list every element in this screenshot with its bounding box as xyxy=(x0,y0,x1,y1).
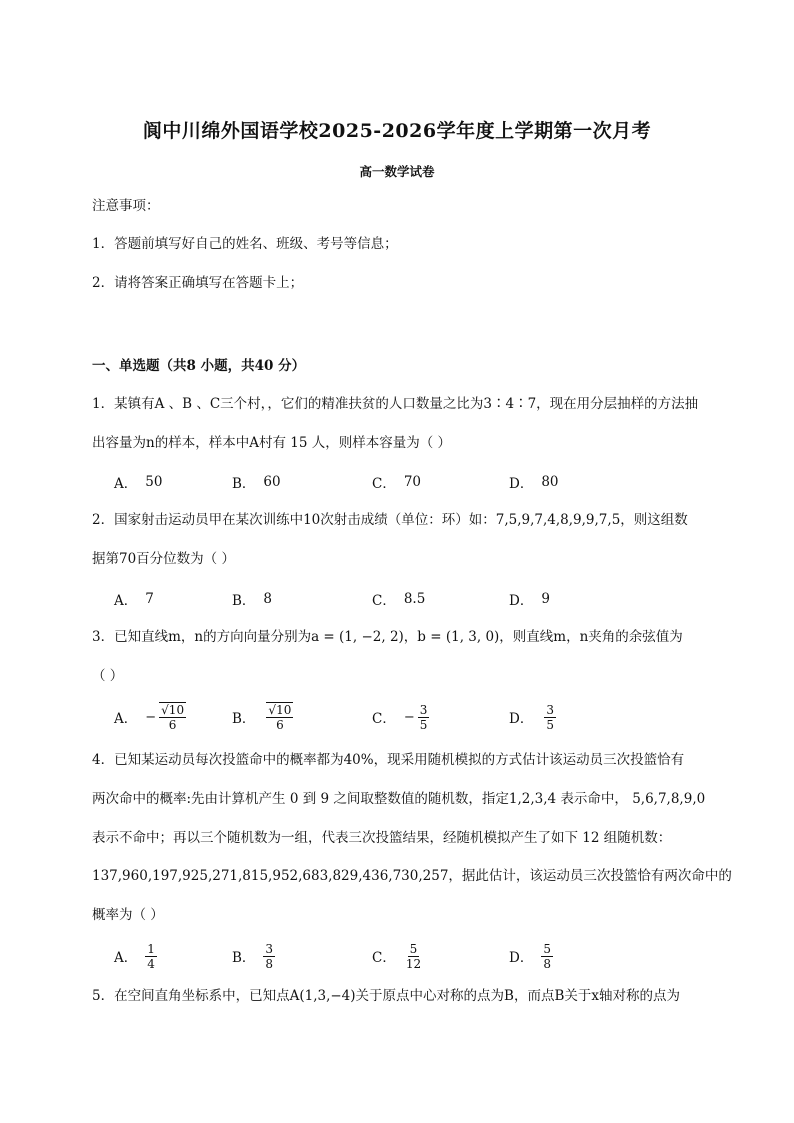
fraction-denominator: 8 xyxy=(543,956,551,971)
option-label: D． xyxy=(509,593,534,609)
option-d xyxy=(509,700,556,734)
option-text: 7 xyxy=(145,591,154,607)
exam-title: 阆中川绵外国语学校2025-2026学年度上学期第一次月考 xyxy=(142,120,652,142)
section-heading: 一、单选题（共8 小题，共40 分） xyxy=(92,358,306,374)
question-2-line: 据第70百分位数为（ ） xyxy=(92,551,235,567)
option-a xyxy=(114,582,154,616)
option-text: 60 xyxy=(263,474,281,490)
fraction-numerator: √10 xyxy=(268,703,292,717)
fraction-denominator: 4 xyxy=(147,956,155,971)
fraction-numerator: 3 xyxy=(419,702,428,717)
notice-item: 2．请将答案正确填写在答题卡上； xyxy=(92,275,304,291)
notice-heading: 注意事项： xyxy=(92,198,160,214)
question-4-line: 概率为（ ） xyxy=(92,907,164,923)
option-c xyxy=(372,465,421,499)
option-text: 80 xyxy=(541,474,559,490)
fraction xyxy=(404,942,423,971)
option-text: 8.5 xyxy=(403,591,426,607)
option-label: A． xyxy=(114,593,138,609)
option-text: 8 xyxy=(263,591,273,607)
fraction xyxy=(418,703,430,732)
fraction-numerator: 5 xyxy=(409,941,418,956)
option-a xyxy=(114,465,162,499)
fraction-denominator: 8 xyxy=(265,956,274,971)
fraction xyxy=(263,942,275,971)
option-label: B． xyxy=(232,950,256,966)
fraction xyxy=(541,942,553,971)
option-text: 50 xyxy=(145,474,163,490)
fraction xyxy=(159,702,186,732)
question-1-line: 1．某镇有A 、B 、C三个村，，它们的精准扶贫的人口数量之比为3∶4∶7，现在用分层抽样的方法抽 xyxy=(92,396,699,412)
question-3-line: 3．已知直线m，n的方向向量分别为a = (1, −2, 2)，b = (1, 3, 0)，则直线m，n夹角的余弦值为 xyxy=(92,629,683,645)
option-label: D． xyxy=(509,711,534,727)
option-a xyxy=(114,700,186,734)
question-4-line: 两次命中的概率:先由计算机产生 0 到 9 之间取整数值的随机数，指定1,2,3,4 表示命中， 5,6,7,8,9,0 xyxy=(92,791,706,807)
option-b xyxy=(232,700,293,734)
option-label: B． xyxy=(232,476,256,492)
option-label: B． xyxy=(232,593,256,609)
option-d xyxy=(509,582,550,616)
question-4-line: 137,960,197,925,271,815,952,683,829,436,730,257，据此估计，该运动员三次投篮恰有两次命中的 xyxy=(92,868,732,884)
question-2-line: 2．国家射击运动员甲在某次训练中10次射击成绩（单位：环）如：7,5,9,7,4,8,9,9,7,5，则这组数 xyxy=(92,512,688,528)
option-label: D． xyxy=(509,476,534,492)
option-a xyxy=(114,939,157,973)
notice-item: 1．答题前填写好自己的姓名、班级、考号等信息； xyxy=(92,236,398,252)
fraction-denominator: 12 xyxy=(405,956,422,971)
option-label: A． xyxy=(114,476,138,492)
question-1-line: 出容量为n的样本，样本中A村有 15 人，则样本容量为（ ） xyxy=(92,435,451,451)
option-d xyxy=(509,465,559,499)
question-3-line: （ ） xyxy=(92,668,124,684)
fraction-numerator: 3 xyxy=(546,702,554,717)
fraction xyxy=(544,703,556,732)
fraction xyxy=(145,942,157,971)
option-label: A． xyxy=(114,711,138,727)
option-c xyxy=(372,939,423,973)
fraction-numerator: √10 xyxy=(161,703,185,717)
option-label: D． xyxy=(509,950,534,966)
option-text: 70 xyxy=(403,474,422,490)
option-c xyxy=(372,582,425,616)
fraction-numerator: 5 xyxy=(543,941,551,956)
option-label: C． xyxy=(372,476,396,492)
option-label: C． xyxy=(372,711,396,727)
option-label: A． xyxy=(114,950,138,966)
fraction xyxy=(266,702,293,732)
option-sign: − xyxy=(145,709,157,725)
exam-subtitle: 高一数学试卷 xyxy=(359,164,435,179)
fraction-denominator: 5 xyxy=(546,717,554,732)
option-text: 9 xyxy=(541,591,550,607)
fraction-numerator: 1 xyxy=(147,941,155,956)
option-label: B． xyxy=(232,711,256,727)
option-b xyxy=(232,465,281,499)
fraction-denominator: 6 xyxy=(276,718,284,732)
option-b xyxy=(232,939,275,973)
question-5-line: 5．在空间直角坐标系中，已知点A(1,3,−4)关于原点中心对称的点为B，而点B关于x轴对称的点为 xyxy=(92,988,680,1004)
option-label: C． xyxy=(372,593,396,609)
fraction-denominator: 6 xyxy=(168,718,177,732)
fraction-denominator: 5 xyxy=(419,717,428,732)
option-b xyxy=(232,582,272,616)
option-c xyxy=(372,700,429,734)
option-label: C． xyxy=(372,950,396,966)
fraction-numerator: 3 xyxy=(265,941,274,956)
option-sign: − xyxy=(403,709,415,725)
question-4-line: 4．已知某运动员每次投篮命中的概率都为40%，现采用随机模拟的方式估计该运动员三次投篮恰有 xyxy=(92,752,685,768)
option-d xyxy=(509,939,553,973)
question-4-line: 表示不命中；再以三个随机数为一组，代表三次投篮结果，经随机模拟产生了如下 12 组随机数： xyxy=(92,830,672,846)
